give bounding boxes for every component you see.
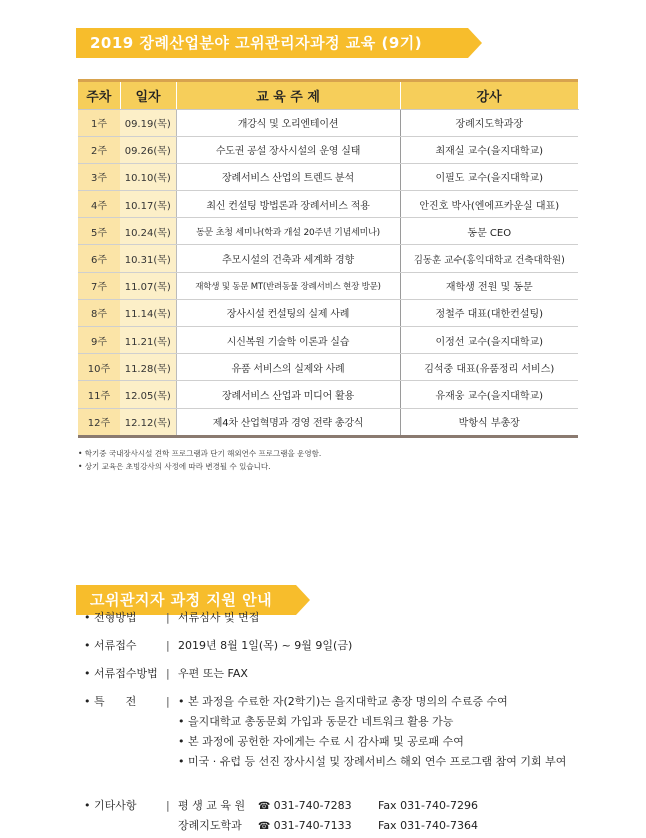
topic-cell: 수도권 공설 장사시설의 운영 실태 (176, 136, 400, 163)
contact-list (178, 796, 478, 836)
topic-cell: 장례서비스 산업과 미디어 활용 (176, 381, 400, 408)
topic-cell: 재학생 및 동문 MT(반려동물 장례서비스 현장 방문) (176, 272, 400, 299)
week-cell: 10주 (78, 354, 120, 381)
header-week: 주차 (78, 82, 120, 109)
contact-fax: Fax 031-740-7296 (378, 799, 478, 812)
benefit-item: • 본 과정을 수료한 자(2학기)는 을지대학교 총장 명의의 수료증 수여 (178, 695, 508, 708)
topic-cell: 제4차 산업혁명과 경영 전략 총강식 (176, 408, 400, 435)
topic-cell: 개강식 및 오리엔테이션 (176, 109, 400, 136)
lecturer-cell: 박항식 부총장 (458, 418, 520, 430)
benefit-item: • 미국 · 유럽 등 선진 장사시설 및 장례서비스 해외 연수 프로그램 참여 기회 부여 (178, 755, 567, 768)
schedule-notes (78, 447, 321, 473)
info-label: • 특 전 (84, 692, 166, 712)
lecturer-cell: 이정선 교수(을지대학교) (400, 327, 578, 354)
info-row-application: • 서류접수 | 2019년 8월 1일(목) ~ 9월 9일(금) (84, 636, 604, 656)
week-cell: 6주 (78, 245, 120, 272)
benefit-item: • 을지대학교 총동문회 가입과 동문간 네트워크 활용 가능 (178, 715, 454, 728)
date-cell: 10.17(목) (120, 191, 176, 218)
info-label: • 서류접수 (84, 636, 166, 656)
phone-icon: ☎ (258, 821, 274, 832)
week-cell: 9주 (78, 327, 120, 354)
header-date: 일자 (120, 82, 176, 109)
info-label: • 전형방법 (84, 608, 166, 628)
info-value: 우편 또는 FAX (178, 667, 248, 680)
info-value: 2019년 8월 1일(목) ~ 9월 9일(금) (178, 639, 353, 652)
lecturer-cell: 최재실 교수(을지대학교) (400, 136, 578, 163)
contact-phone: 031-740-7283 (273, 799, 352, 812)
date-cell: 09.26(목) (120, 136, 176, 163)
table-row (78, 136, 578, 163)
benefit-item: • 본 과정에 공헌한 자에게는 수료 시 감사패 및 공로패 수여 (178, 735, 464, 748)
note-line: • 학기중 국내장사시설 견학 프로그램과 단기 해외연수 프로그램을 운영함. (78, 449, 322, 458)
info-value: 서류심사 및 면접 (178, 611, 260, 624)
header-lecturer: 강사 (400, 82, 578, 109)
table-row (78, 272, 578, 299)
date-cell: 10.31(목) (120, 245, 176, 272)
date-cell: 10.10(목) (120, 163, 176, 190)
date-cell: 12.05(목) (120, 381, 176, 408)
table-bottom-rule (78, 435, 578, 438)
section-title-text: 고위관지자 과정 지원 안내 (90, 591, 273, 609)
table-row (78, 245, 578, 272)
topic-cell: 추모시설의 건축과 세계화 경향 (176, 245, 400, 272)
date-cell: 09.19(목) (120, 109, 176, 136)
date-cell: 11.21(목) (120, 327, 176, 354)
phone-icon: ☎ (258, 801, 274, 812)
lecturer-cell: 이필도 교수(을지대학교) (400, 163, 578, 190)
table-row (78, 109, 578, 136)
table-row (78, 354, 578, 381)
info-row-selection: • 전형방법 | 서류심사 및 면접 (84, 608, 604, 628)
week-cell: 2주 (78, 136, 120, 163)
table-row (78, 191, 578, 218)
topic-cell: 시신복원 기술학 이론과 실습 (176, 327, 400, 354)
table-row (78, 381, 578, 408)
lecturer-cell: 정철주 대표(대한컨설팅) (400, 299, 578, 326)
week-cell: 3주 (78, 163, 120, 190)
info-row-benefits: • 특 전 | • 본 과정을 수료한 자(2학기)는 을지대학교 총장 명의의 수료증 수여 • 을지대학교 총동문회 가입과 동문간 네트워크 활용 가능 • 본 과정에 공헌한 자에게는 수료 시 감사패 및 공로패 수여 • 미국 · 유럽 등 선진 장사시설 및 장례서비스 해외 연수 프로그램 참여 기회 부여 (84, 692, 604, 772)
topic-cell: 최신 컨설팅 방법론과 장례서비스 적용 (176, 191, 400, 218)
topic-cell: 장사시설 컨설팅의 실제 사례 (176, 299, 400, 326)
date-cell: 10.24(목) (120, 218, 176, 245)
contact-row (178, 816, 478, 836)
week-cell: 12주 (78, 408, 120, 435)
schedule-table (78, 79, 578, 438)
header-topic: 교 육 주 제 (176, 82, 400, 109)
lecturer-cell: 안진호 박사(엔에프카운실 대표) (400, 191, 578, 218)
table-row (78, 218, 578, 245)
week-cell: 4주 (78, 191, 120, 218)
info-label: • 서류접수방법 (84, 664, 166, 684)
week-cell: 11주 (78, 381, 120, 408)
info-row-method: • 서류접수방법 | 우편 또는 FAX (84, 664, 604, 684)
contact-org: 장례지도학과 (178, 819, 242, 832)
lecturer-cell: 장례지도학과장 (400, 109, 578, 136)
week-cell: 1주 (78, 109, 120, 136)
date-cell: 11.14(목) (120, 299, 176, 326)
topic-cell: 유품 서비스의 실제와 사례 (176, 354, 400, 381)
lecturer-cell: 동문 CEO (400, 218, 578, 245)
lecturer-cell: 김석중 대표(유품정리 서비스) (400, 354, 578, 381)
lecturer-cell: 재학생 전원 및 동문 (400, 272, 578, 299)
benefit-list (178, 692, 566, 772)
table-header-row (78, 82, 578, 109)
date-cell: 12.12(목) (120, 408, 176, 435)
week-cell: 7주 (78, 272, 120, 299)
table-row (78, 299, 578, 326)
section-title-program (76, 28, 468, 58)
table-row (78, 408, 578, 435)
section-title-text: 2019 장례산업분야 고위관리자과정 교육 (9기) (90, 34, 423, 52)
week-cell: 5주 (78, 218, 120, 245)
contact-org: 평 생 교 육 원 (178, 799, 246, 812)
contact-phone: 031-740-7133 (273, 819, 352, 832)
date-cell: 11.28(목) (120, 354, 176, 381)
contact-row (178, 796, 478, 816)
table-row (78, 327, 578, 354)
date-cell: 11.07(목) (120, 272, 176, 299)
info-row-others: • 기타사항 | 평 생 교 육 원 ☎ 031-740-7283 Fax 031-740-7296 장례지도학과 ☎ 031-740-7133 Fax 031-740-7364 (84, 796, 604, 836)
lecturer-cell: 유재웅 교수(을지대학교) (400, 381, 578, 408)
info-label: • 기타사항 (84, 796, 166, 816)
table-row (78, 163, 578, 190)
topic-cell: 동문 초청 세미나(학과 개설 20주년 기념세미나) (176, 218, 400, 245)
contact-fax: Fax 031-740-7364 (378, 819, 478, 832)
lecturer-cell: 김동훈 교수(홍익대학교 건축대학원) (400, 245, 578, 272)
topic-cell: 장례서비스 산업의 트렌드 분석 (176, 163, 400, 190)
note-line: • 상기 교육은 초빙강사의 사정에 따라 변경될 수 있습니다. (78, 462, 271, 471)
week-cell: 8주 (78, 299, 120, 326)
